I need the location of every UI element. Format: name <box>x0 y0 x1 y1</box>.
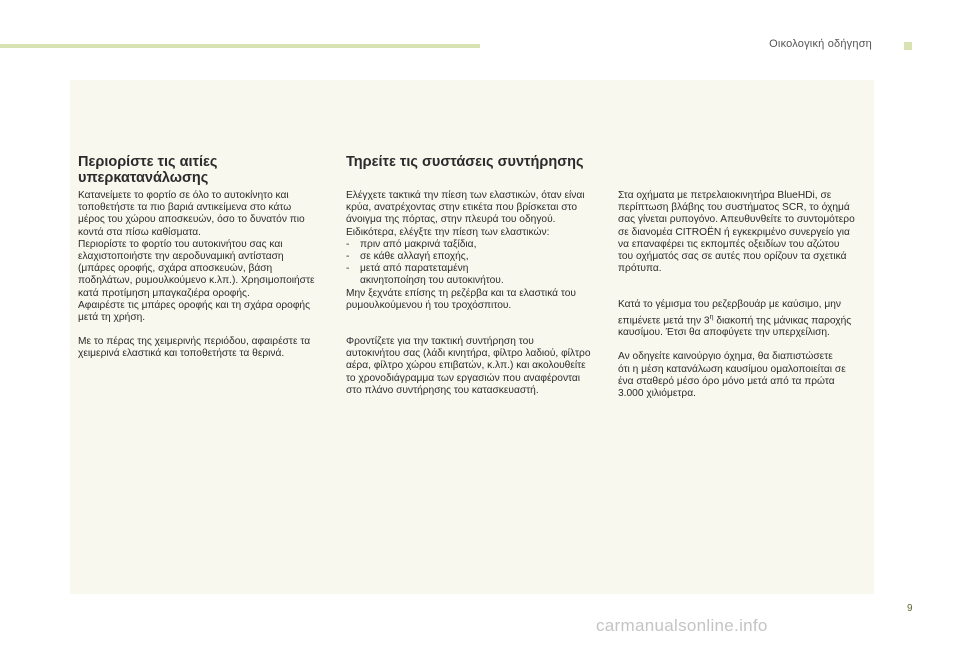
left-heading-line-2: υπερκατανάλωσης <box>78 170 209 186</box>
text-line: το χρονοδιάγραμμα των εργασιών που αναφέρονται <box>346 372 581 384</box>
text-line: ότι η μέση κατανάλωση καυσίμου ομαλοποιείται σε <box>618 363 846 375</box>
text-line: Κατανείμετε το φορτίο σε όλο το αυτοκίνητο και <box>78 190 289 201</box>
text-line: ένα σταθερό μέσο όρο μόνο μετά από τα πρώτα <box>618 375 835 387</box>
text-line: (μπάρες οροφής, σχάρα αποσκευών, βάση <box>78 263 273 275</box>
text-line: άνοιγμα της πόρτας, στην πλευρά του οδηγού. <box>346 214 556 226</box>
left-column <box>78 190 340 361</box>
list-item-text: σε κάθε αλλαγή εποχής, <box>360 251 469 263</box>
right-column <box>618 190 874 400</box>
middle-p4 <box>346 336 608 397</box>
text-line: κρύα, ανατρέχοντας στην ετικέτα που βρίσκεται στο <box>346 202 578 214</box>
text-line: καυσίμου. Έτσι θα αποφύγετε την υπερχείλιση. <box>618 327 830 339</box>
middle-column <box>346 190 608 397</box>
text-line: Περιορίστε το φορτίο του αυτοκινήτου σας και <box>78 238 283 250</box>
page-number: 9 <box>907 603 913 614</box>
text-line: Μην ξεχνάτε επίσης τη ρεζέρβα και τα ελαστικά του <box>346 287 577 299</box>
text-line: ποδηλάτων, ρυμουλκούμενο κ.λπ.). Χρησιμοποιήστε <box>78 275 315 287</box>
header-corner-mark <box>904 42 912 50</box>
text-line: κατά προτίμηση μπαγκαζιέρα οροφής. <box>78 287 250 299</box>
text-line: μέρος του χώρου αποσκευών, όσο το δυνατόν πιο <box>78 214 305 226</box>
tire-check-list <box>346 239 608 288</box>
text-line: αυτοκινήτου σας (λάδι κινητήρα, φίλτρο λαδιού, φίλτρο <box>346 348 591 360</box>
text-line: περίπτωση βλάβης του συστήματος SCR, το όχημά <box>618 202 850 214</box>
right-p1 <box>618 190 874 275</box>
text-line: ρυμουλκούμενου ή του τροχόσπιτου. <box>346 299 512 311</box>
text-line: σας γίνεται ρυπογόνο. Απευθυνθείτε το συντομότερο <box>618 214 855 226</box>
text-line: Κατά το γέμισμα του ρεζερβουάρ με καύσιμο, μην <box>618 299 841 311</box>
right-p3 <box>618 351 874 400</box>
left-p1 <box>78 190 340 239</box>
left-heading-line-1: Περιορίστε τις αιτίες <box>78 154 218 170</box>
text-line: Αν οδηγείτε καινούργιο όχημα, θα διαπιστώσετε <box>618 351 833 363</box>
text-line: χειμερινά ελαστικά και τοποθετήστε τα θερινά. <box>78 348 285 360</box>
text-line: στο πλάνο συντήρησης του κατασκευαστή. <box>346 384 539 396</box>
text-line: Αφαιρέστε τις μπάρες οροφής και τη σχάρα οροφής <box>78 299 311 311</box>
text-line: τοποθετήστε τα πιο βαριά αντικείμενα στο κάτω <box>78 202 292 214</box>
middle-p1 <box>346 190 608 227</box>
list-item-text: μετά από παρατεταμένη ακινητοποίηση του αυτοκινήτου. <box>360 263 504 287</box>
left-heading <box>78 154 318 186</box>
left-p4 <box>78 336 340 360</box>
text-line: σε διανομέα CITROËN ή εγκεκριμένο συνεργείο για <box>618 226 850 238</box>
text-line: Στα οχήματα με πετρελαιοκινητήρα BlueHDi, σε <box>618 190 832 201</box>
text-line: Φροντίζετε για την τακτική συντήρηση του <box>346 336 534 348</box>
text-line <box>618 312 874 328</box>
text-fragment: επιμένετε μετά την 3 <box>618 315 710 327</box>
header-accent-bar <box>0 44 480 48</box>
left-p2 <box>78 239 340 300</box>
list-dash: - <box>346 263 350 275</box>
list-item-text: πριν από μακρινά ταξίδια, <box>360 238 477 250</box>
text-fragment: διακοπή της μάνικας παροχής <box>713 315 852 327</box>
right-p2 <box>618 299 874 339</box>
middle-heading: Τηρείτε τις συστάσεις συντήρησης <box>346 154 584 170</box>
text-line: μετά τη χρήση. <box>78 312 146 324</box>
list-item <box>346 239 608 251</box>
text-line: να επαναφέρει τις εκπομπές οξειδίων του αζώτου <box>618 238 840 250</box>
text-line: 3.000 χιλιόμετρα. <box>618 388 696 400</box>
superscript: η <box>709 313 714 321</box>
text-line: του οχήματός σας σε αυτές που ορίζουν τα σχετικά <box>618 251 847 263</box>
watermark: carmanualsonline.info <box>596 616 768 635</box>
list-item <box>346 263 608 287</box>
text-line: Με το πέρας της χειμερινής περιόδου, αφαιρέστε τα <box>78 336 311 348</box>
list-item <box>346 251 608 263</box>
text-line: πρότυπα. <box>618 263 662 275</box>
list-dash: - <box>346 251 350 263</box>
left-p3 <box>78 300 340 324</box>
text-line: αέρα, φίλτρο χώρου επιβατών, κ.λπ.) και ακολουθείτε <box>346 360 586 372</box>
text-line: Ελέγχετε τακτικά την πίεση των ελαστικών, όταν είναι <box>346 190 585 201</box>
list-dash: - <box>346 238 350 250</box>
middle-p2: Ειδικότερα, ελέγξτε την πίεση των ελαστικών: <box>346 226 550 238</box>
section-title: Οικολογική οδήγηση <box>769 38 872 50</box>
text-line: κοντά στα πίσω καθίσματα. <box>78 226 202 238</box>
text-line: ελαχιστοποιήστε την αεροδυναμική αντίσταση <box>78 251 284 263</box>
middle-p3 <box>346 288 608 312</box>
